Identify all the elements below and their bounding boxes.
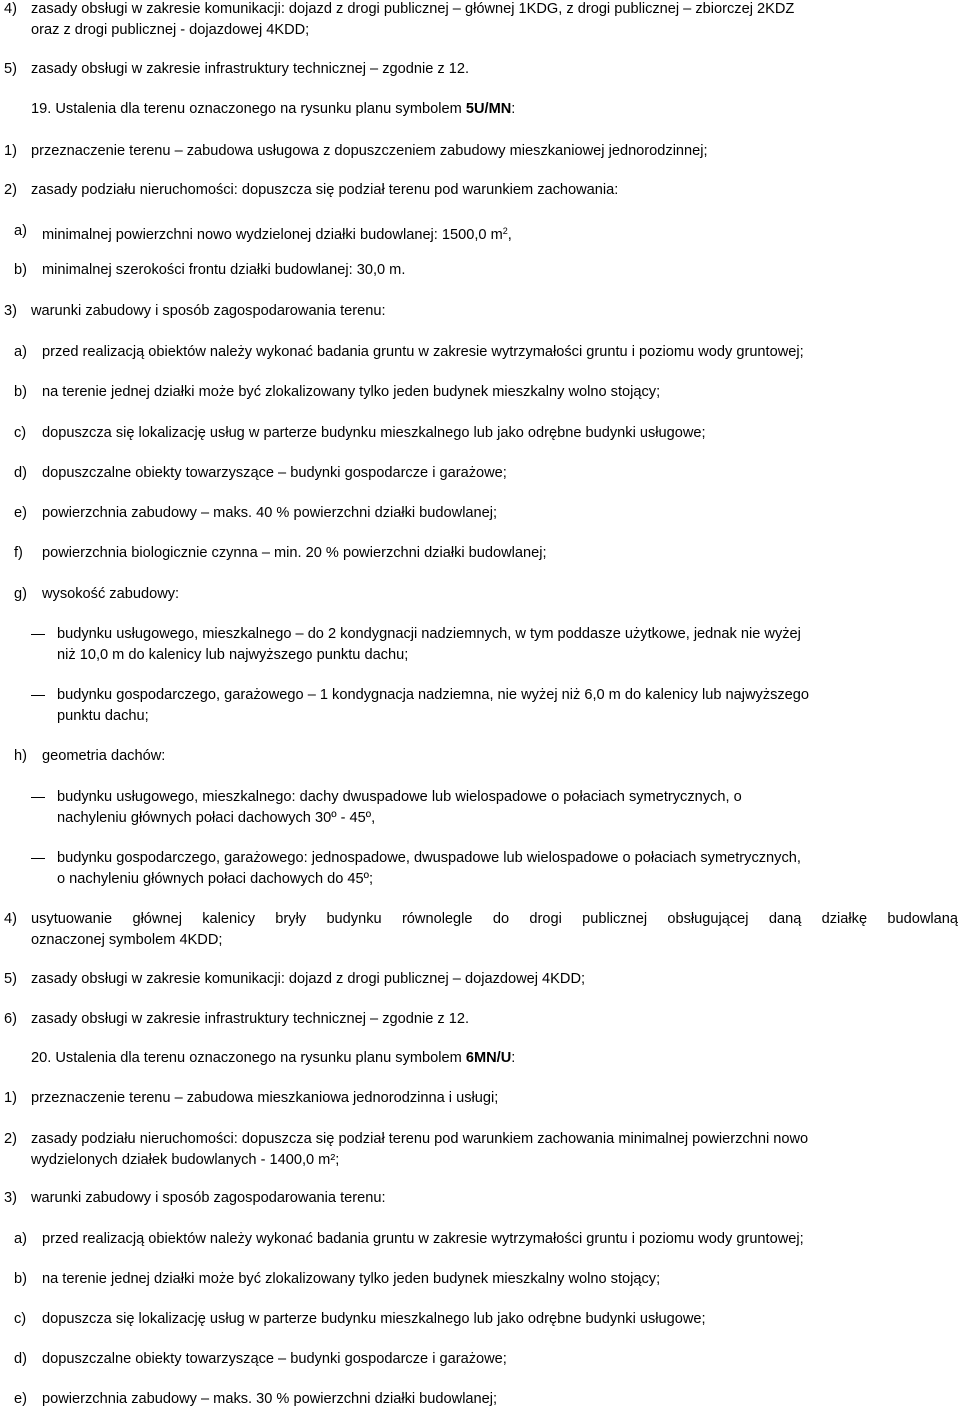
dash-item-text: punktu dachu; [57,708,149,724]
dash-bullet-icon [31,634,45,635]
sublist-letter: b) [14,262,27,278]
sublist-item-text: przed realizacją obiektów należy wykonać badania gruntu w zakresie wytrzymałości gruntu i poziomu wody gruntowej; [42,344,804,360]
dash-bullet-icon [31,797,45,798]
sublist-item-text: powierzchnia zabudowy – maks. 30 % powierzchni działki budowlanej; [42,1391,498,1407]
list-item-text: wydzielonych działek budowlanych - 1400,0 m²; [31,1152,340,1168]
sublist-item-text: powierzchnia biologicznie czynna – min. 20 % powierzchni działki budowlanej; [42,545,547,561]
dash-item-text: budynku gospodarczego, garażowego: jednospadowe, dwuspadowe lub wielospadowe o połaciach symetrycznych, [57,850,801,866]
list-item-text: usytuowanie głównej kalenicy bryły budynku równolegle do drogi publicznej obsługującej daną działkę budowlaną [31,911,958,927]
list-number: 2) [4,182,17,198]
sublist-letter: a) [14,1231,27,1247]
dash-bullet-icon [31,695,45,696]
list-item-text: zasady podziału nieruchomości: dopuszcza się podział terenu pod warunkiem zachowania: [31,182,619,198]
dash-item-text: budynku usługowego, mieszkalnego: dachy dwuspadowe lub wielospadowe o połaciach symetrycznych, o [57,789,742,805]
list-number: 2) [4,1131,17,1147]
sublist-item-text [42,223,512,244]
list-number: 5) [4,971,17,987]
list-number: 6) [4,1011,17,1027]
sublist-letter: h) [14,748,27,764]
list-item-text: zasady obsługi w zakresie infrastruktury technicznej – zgodnie z 12. [31,1011,470,1027]
sublist-letter: b) [14,384,27,400]
sublist-item-end: , [507,227,512,243]
sublist-item-text: dopuszcza się lokalizację usług w parterze budynku mieszkalnego lub jako odrębne budynki usługowe; [42,425,706,441]
dash-item-text: niż 10,0 m do kalenicy lub najwyższego punktu dachu; [57,647,409,663]
sublist-letter: d) [14,465,27,481]
sublist-letter: e) [14,505,27,521]
section-heading-text: Ustalenia dla terenu oznaczonego na rysunku planu symbolem [55,1050,462,1066]
sublist-item-text: powierzchnia zabudowy – maks. 40 % powierzchni działki budowlanej; [42,505,498,521]
list-item-text: zasady obsługi w zakresie komunikacji: dojazd z drogi publicznej – dojazdowej 4KDD; [31,971,586,987]
zone-symbol: 6MN/U [465,1050,512,1066]
sublist-letter: c) [14,1311,27,1327]
sublist-item-text: dopuszcza się lokalizację usług w parterze budynku mieszkalnego lub jako odrębne budynki usługowe; [42,1311,706,1327]
dash-bullet-icon [31,858,45,859]
sublist-letter: a) [14,223,27,239]
sublist-item-text: dopuszczalne obiekty towarzyszące – budynki gospodarcze i garażowe; [42,465,507,481]
list-item-text: zasady obsługi w zakresie komunikacji: dojazd z drogi publicznej – głównej 1KDG, z drogi publicznej – zbiorczej 2KDZ [31,1,795,17]
list-number: 3) [4,1190,17,1206]
sublist-letter: c) [14,425,27,441]
sublist-item-text: na terenie jednej działki może być zlokalizowany tylko jeden budynek mieszkalny wolno stojący; [42,384,661,400]
list-item-text: warunki zabudowy i sposób zagospodarowania terenu: [31,303,386,319]
dash-item-text: o nachyleniu głównych połaci dachowych do 45º; [57,871,374,887]
list-number: 3) [4,303,17,319]
list-number: 5) [4,61,17,77]
sublist-item-text: wysokość zabudowy: [42,586,180,602]
sublist-item-text: na terenie jednej działki może być zlokalizowany tylko jeden budynek mieszkalny wolno stojący; [42,1271,661,1287]
list-item-text: oznaczonej symbolem 4KDD; [31,932,223,948]
dash-item-text: budynku usługowego, mieszkalnego – do 2 kondygnacji nadziemnych, w tym poddasze użytkowe, jednak nie wyżej [57,626,801,642]
section-number: 19. [31,101,52,117]
list-number: 1) [4,143,17,159]
dash-item-text: budynku gospodarczego, garażowego – 1 kondygnacja nadziemna, nie wyżej niż 6,0 m do kalenicy lub najwyższego [57,687,810,703]
section-heading [31,101,515,118]
heading-end: : [511,1050,516,1066]
dash-item-text: nachyleniu głównych połaci dachowych 30º - 45º, [57,810,376,826]
sublist-letter: f) [14,545,23,561]
sublist-letter: a) [14,344,27,360]
list-item-text: zasady obsługi w zakresie infrastruktury technicznej – zgodnie z 12. [31,61,470,77]
list-item-text: oraz z drogi publicznej - dojazdowej 4KDD; [31,22,310,38]
sublist-letter: g) [14,586,27,602]
sublist-letter: b) [14,1271,27,1287]
zone-symbol: 5U/MN [465,101,512,117]
list-item-text: zasady podziału nieruchomości: dopuszcza się podział terenu pod warunkiem zachowania minimalnej powierzchni nowo [31,1131,809,1147]
list-item-text: przeznaczenie terenu – zabudowa usługowa z dopuszczeniem zabudowy mieszkaniowej jednorodzinnej; [31,143,708,159]
sublist-item-text: dopuszczalne obiekty towarzyszące – budynki gospodarcze i garażowe; [42,1351,507,1367]
section-number: 20. [31,1050,52,1066]
sublist-item-text: geometria dachów: [42,748,166,764]
sublist-item-main: minimalnej powierzchni nowo wydzielonej działki budowlanej: 1500,0 m [42,227,503,243]
heading-end: : [511,101,516,117]
sublist-letter: e) [14,1391,27,1407]
section-heading [31,1050,515,1067]
superscript: 2 [502,226,508,236]
list-number: 1) [4,1090,17,1106]
list-number: 4) [4,1,17,17]
sublist-letter: d) [14,1351,27,1367]
list-number: 4) [4,911,17,927]
list-item-text: warunki zabudowy i sposób zagospodarowania terenu: [31,1190,386,1206]
sublist-item-text: przed realizacją obiektów należy wykonać badania gruntu w zakresie wytrzymałości gruntu i poziomu wody gruntowej; [42,1231,804,1247]
section-heading-text: Ustalenia dla terenu oznaczonego na rysunku planu symbolem [55,101,462,117]
sublist-item-text: minimalnej szerokości frontu działki budowlanej: 30,0 m. [42,262,406,278]
list-item-text: przeznaczenie terenu – zabudowa mieszkaniowa jednorodzinna i usługi; [31,1090,499,1106]
